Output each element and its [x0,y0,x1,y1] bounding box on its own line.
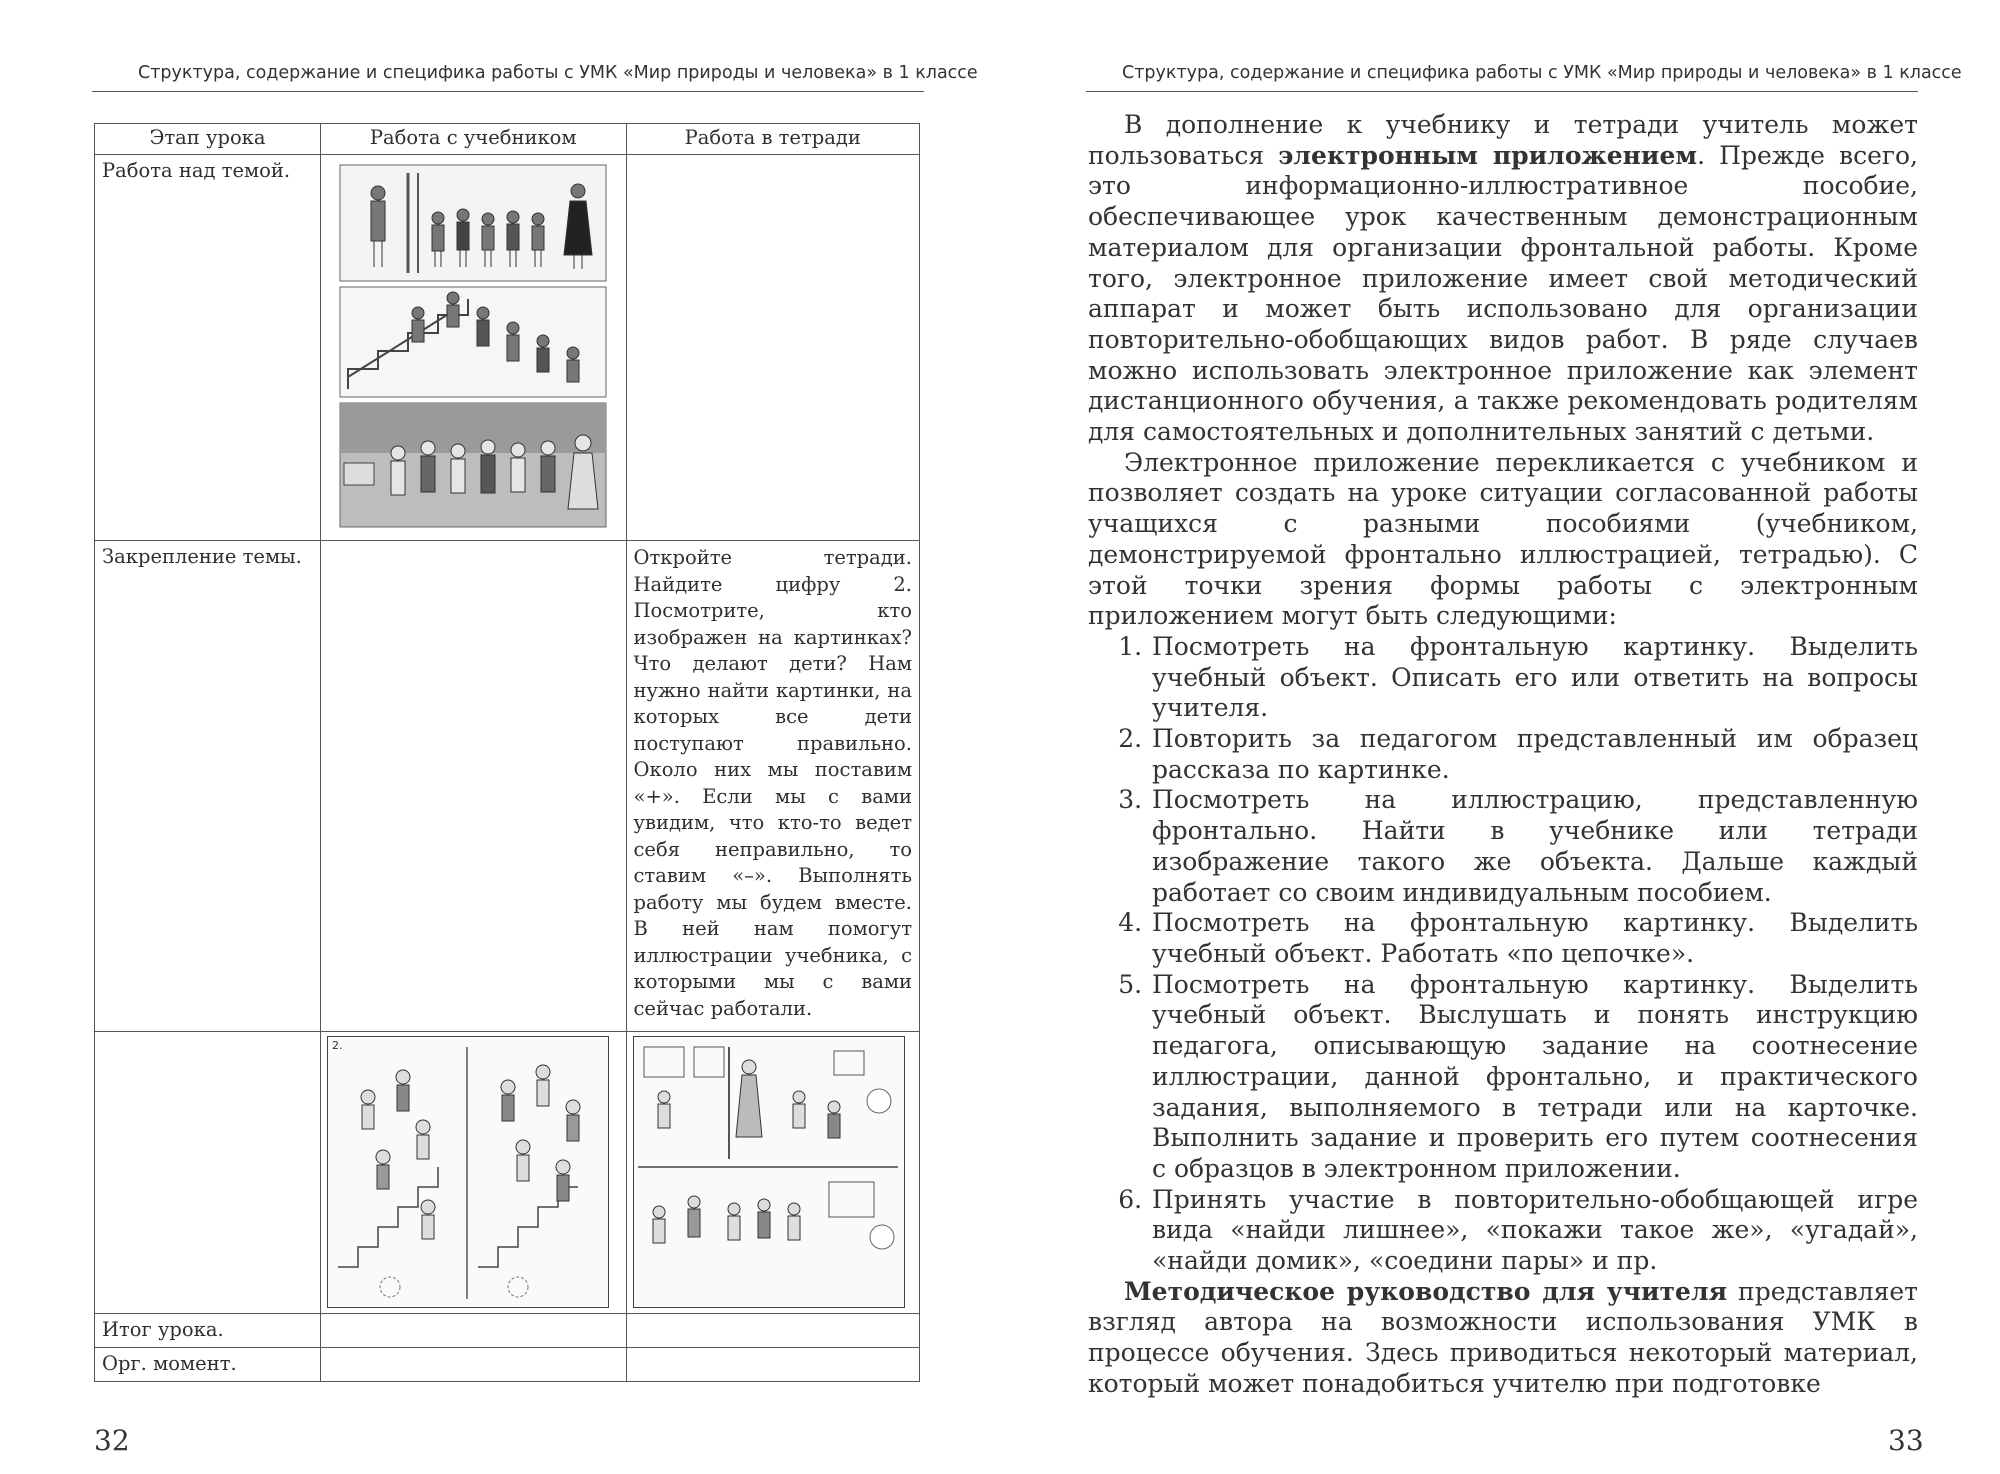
header-textbook: Работа с учебником [320,124,626,155]
workbook-cell [626,1314,919,1348]
paragraph-3-end: представляет взгляд автора на возможности использования УМК в процессе обучения. Здесь приводиться некоторый материал, который может понадобиться учителю при подготовке [1088,1276,1919,1398]
workbook-panels-drawing [634,1037,902,1305]
paragraph-1 [1088,110,1918,448]
textbook-exercise-cell [320,1032,626,1314]
stage-cell: Закрепление темы. [95,541,321,1032]
right-page [1000,0,2000,1474]
running-head-right: Структура, содержание и специфика работы с УМК «Мир природы и человека» в 1 классе [1086,58,1918,92]
list-item: 4. Посмотреть на фронтальную картинку. Выделить учебный объект. Работать «по цепочке». [1150,908,1918,969]
term-teacher-guide: Методическое руководство для учителя [1124,1276,1728,1306]
textbook-cell [320,541,626,1032]
page-number-left: 32 [94,1424,130,1457]
body-text [1088,110,1918,1400]
table-row [95,155,920,541]
exercise-number: 2. [331,1039,343,1052]
page-number-right: 33 [1888,1424,1924,1457]
stage-cell: Орг. момент. [95,1348,321,1382]
workbook-cell [626,1348,919,1382]
paragraph-3 [1088,1277,1918,1400]
textbook-cell [320,1314,626,1348]
paragraph-1-end: . Прежде всего, это информационно-иллюстративное пособие, обеспечивающее урок качественным демонстрационным материалом для организации фронтальной работы. Кроме того, электронное приложение имеет свой методический аппарат и может быть использовано для организации повторительно-обобщающих видов работ. В ряде случаев можно использовать электронное приложение как элемент дистанционного обучения, а также рекомендовать родителям для самостоятельных и дополнительных занятий с детьми. [1088,140,1918,447]
running-head-left: Структура, содержание и специфика работы с УМК «Мир природы и человека» в 1 классе [92,58,924,92]
table-row [95,1314,920,1348]
workbook-cell [626,155,919,541]
list-item: 2. Повторить за педагогом представленный им образец рассказа по картинке. [1150,724,1918,785]
workbook-instructions: Откройте тетради. Найдите цифру 2. Посмотрите, кто изображен на картинках? Что делают дети? Нам нужно найти картинки, на которых все дети поступают правильно. Около них мы поставим «+». Если мы с вами увидим, что кто-то ведет себя неправильно, то ставим «–». Выполнять работу мы будем вместе. В ней нам помогут иллюстрации учебника, с которыми мы с вами сейчас работали. [626,541,919,1032]
table-row [95,1348,920,1382]
list-item: 5. Посмотреть на фронтальную картинку. Выделить учебный объект. Выслушать и понять инструкцию педагога, описывающую задание на соотнесение иллюстрации, данной фронтально, и практического задания, выполняемого в тетради или на карточке. Выполнить задание и проверить его путем соотнесения с образцов в электронном приложении. [1150,970,1918,1185]
stage-cell: Работа над темой. [95,155,321,541]
list-item: 6. Принять участие в повторительно-обобщающей игре вида «найди лишнее», «покажи такое же», «угадай», «найди домик», «соедини пары» и пр. [1150,1185,1918,1277]
workbook-illustration [633,1036,905,1308]
list-item: 3. Посмотреть на иллюстрацию, представленную фронтально. Найти в учебнике или тетради изображение такого же объекта. Дальше каждый работает со своим индивидуальным пособием. [1150,785,1918,908]
textbook-cell [320,1348,626,1382]
table-header-row [95,124,920,155]
textbook-illustration-cell [320,155,626,541]
term-electronic-app: электронным приложением [1278,140,1698,170]
paragraph-1-start: В дополнение к учебнику и тетради учитель может пользоваться [1088,110,1918,170]
textbook-illustration [338,163,608,531]
exercise-illustration [327,1036,609,1308]
paragraph-2: Электронное приложение перекликается с учебником и позволяет создать на уроке ситуации согласованной работы учащихся с разными пособиями (учебником, демонстрируемой фронтально иллюстрацией, тетрадью). С этой точки зрения формы работы с электронным приложением могут быть следующими: [1088,447,1918,631]
header-workbook: Работа в тетради [626,124,919,155]
lesson-table [94,123,920,1382]
table-row [95,541,920,1032]
header-stage: Этап урока [95,124,321,155]
table-row [95,1032,920,1314]
stage-cell [95,1032,321,1314]
work-forms-list [1088,632,1918,1277]
workbook-exercise-cell [626,1032,919,1314]
stage-cell: Итог урока. [95,1314,321,1348]
list-item: 1. Посмотреть на фронтальную картинку. Выделить учебный объект. Описать его или ответить на вопросы учителя. [1150,632,1918,724]
stairs-children-drawing [328,1037,606,1305]
